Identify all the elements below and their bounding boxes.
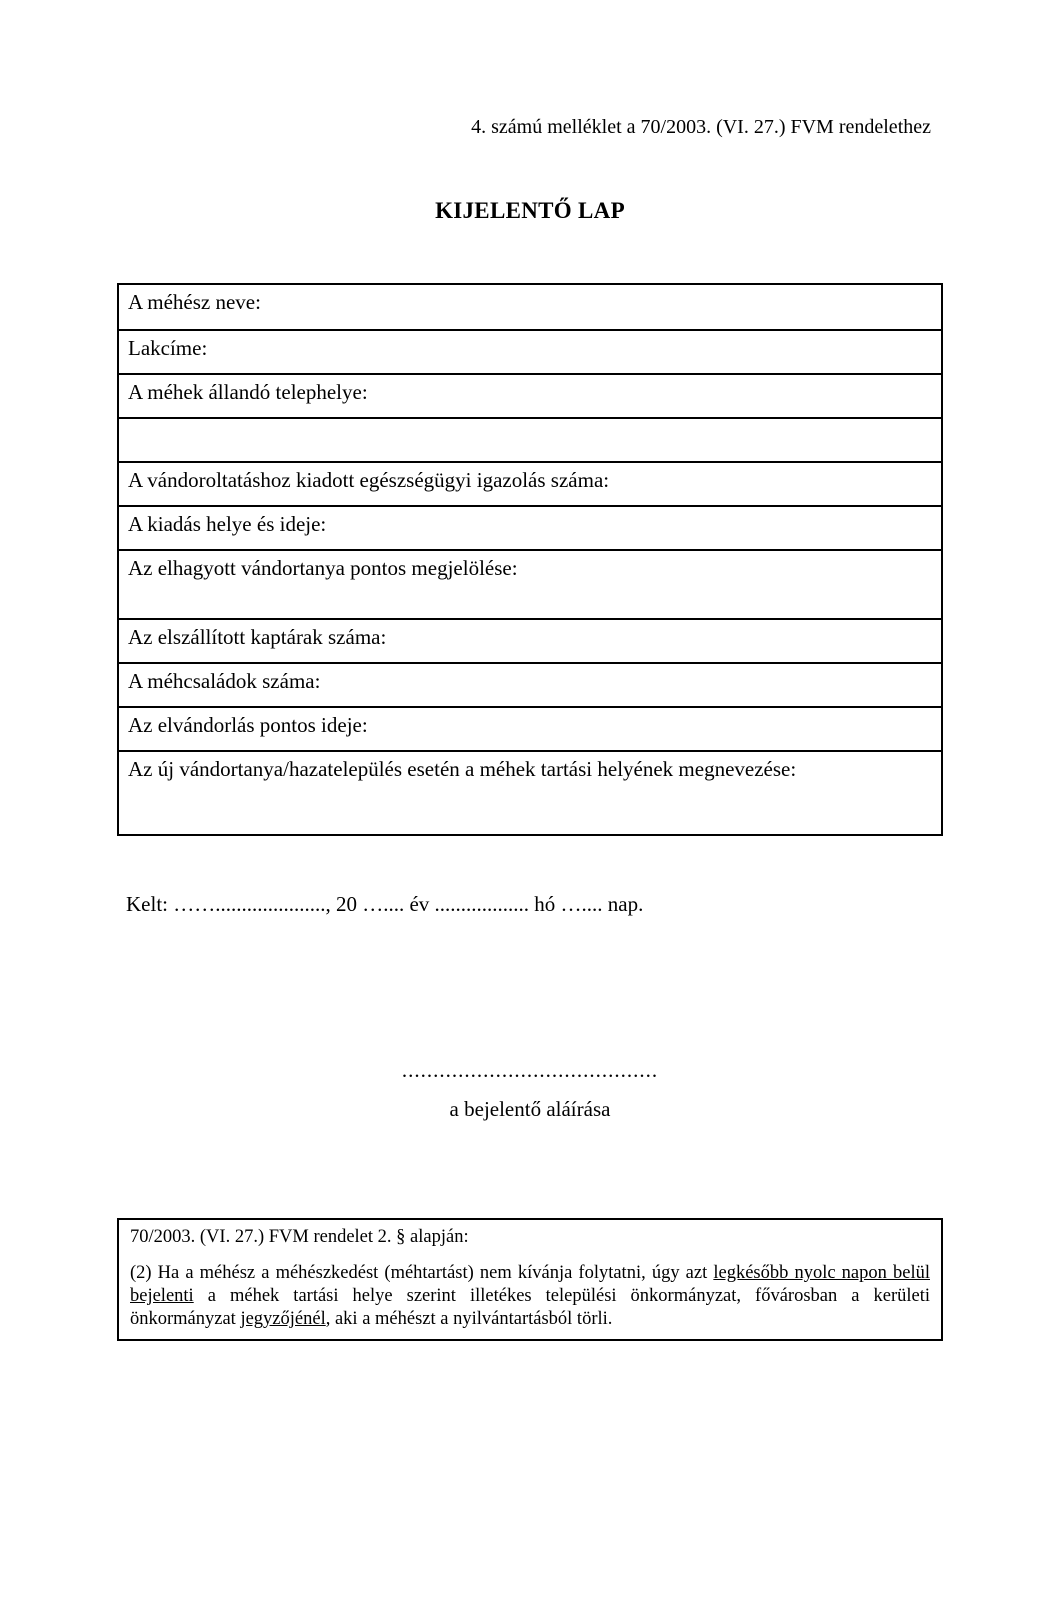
table-row-migration-date — [119, 706, 941, 750]
row-label: A méhek állandó telephelye: — [128, 380, 368, 404]
row-label: Az elhagyott vándortanya pontos megjelölése: — [128, 556, 518, 580]
date-place-line: Kelt: ……....................., 20 ….... év .................. hó ….... nap. — [126, 892, 644, 916]
signature-caption: a bejelentő aláírása — [449, 1097, 611, 1121]
row-label: A kiadás helye és ideje: — [128, 512, 327, 536]
table-row-address — [119, 329, 941, 373]
table-row-permanent-site — [119, 373, 941, 417]
row-label: Lakcíme: — [128, 336, 208, 360]
legal-text-segment: (2) Ha a méhész a méhészkedést (méhtartást) nem kívánja folytatni, úgy azt — [130, 1263, 714, 1283]
table-row-abandoned-site — [119, 549, 941, 618]
row-label: A méhész neve: — [128, 290, 261, 314]
page-title: KIJELENTŐ LAP — [435, 198, 625, 223]
row-label: A vándoroltatáshoz kiadott egészségügyi igazolás száma: — [128, 468, 610, 492]
row-label: A méhcsaládok száma: — [128, 669, 321, 693]
legal-text-segment: , aki a méhészt a nyilvántartásból törli. — [325, 1309, 613, 1329]
table-row-health-certificate-number — [119, 461, 941, 505]
table-row-empty — [119, 417, 941, 461]
legal-note-heading: 70/2003. (VI. 27.) FVM rendelet 2. § alapján: — [130, 1227, 469, 1247]
table-row-bee-colonies — [119, 662, 941, 706]
table-row-new-site-name — [119, 750, 941, 834]
signature-block — [117, 1058, 943, 1122]
annex-annotation: 4. számú melléklet a 70/2003. (VI. 27.) FVM rendelethez — [471, 116, 931, 138]
row-label: Az új vándortanya/hazatelepülés esetén a méhek tartási helyének megnevezése: — [128, 757, 797, 781]
legal-text-underlined-deadline: legkésőbb nyolc napon belül bejelenti — [130, 1263, 930, 1306]
table-row-beekeeper-name — [119, 285, 941, 329]
table-row-hives-transported — [119, 618, 941, 662]
document-page — [0, 115, 1058, 1341]
row-label: Az elszállított kaptárak száma: — [128, 625, 387, 649]
row-label: Az elvándorlás pontos ideje: — [128, 713, 368, 737]
table-row-issue-place-date — [119, 505, 941, 549]
signature-line: ......................................... — [401, 1058, 659, 1082]
legal-text-underlined-notary: jegyzőjénél — [240, 1309, 326, 1329]
legal-text-segment: a méhek tartási helye szerint illetékes települési önkormányzat, fővárosban a kerületi önkormányzat — [130, 1286, 930, 1329]
legal-note-box — [117, 1218, 943, 1341]
declaration-form-table — [117, 283, 943, 836]
legal-note-paragraph — [130, 1262, 930, 1331]
